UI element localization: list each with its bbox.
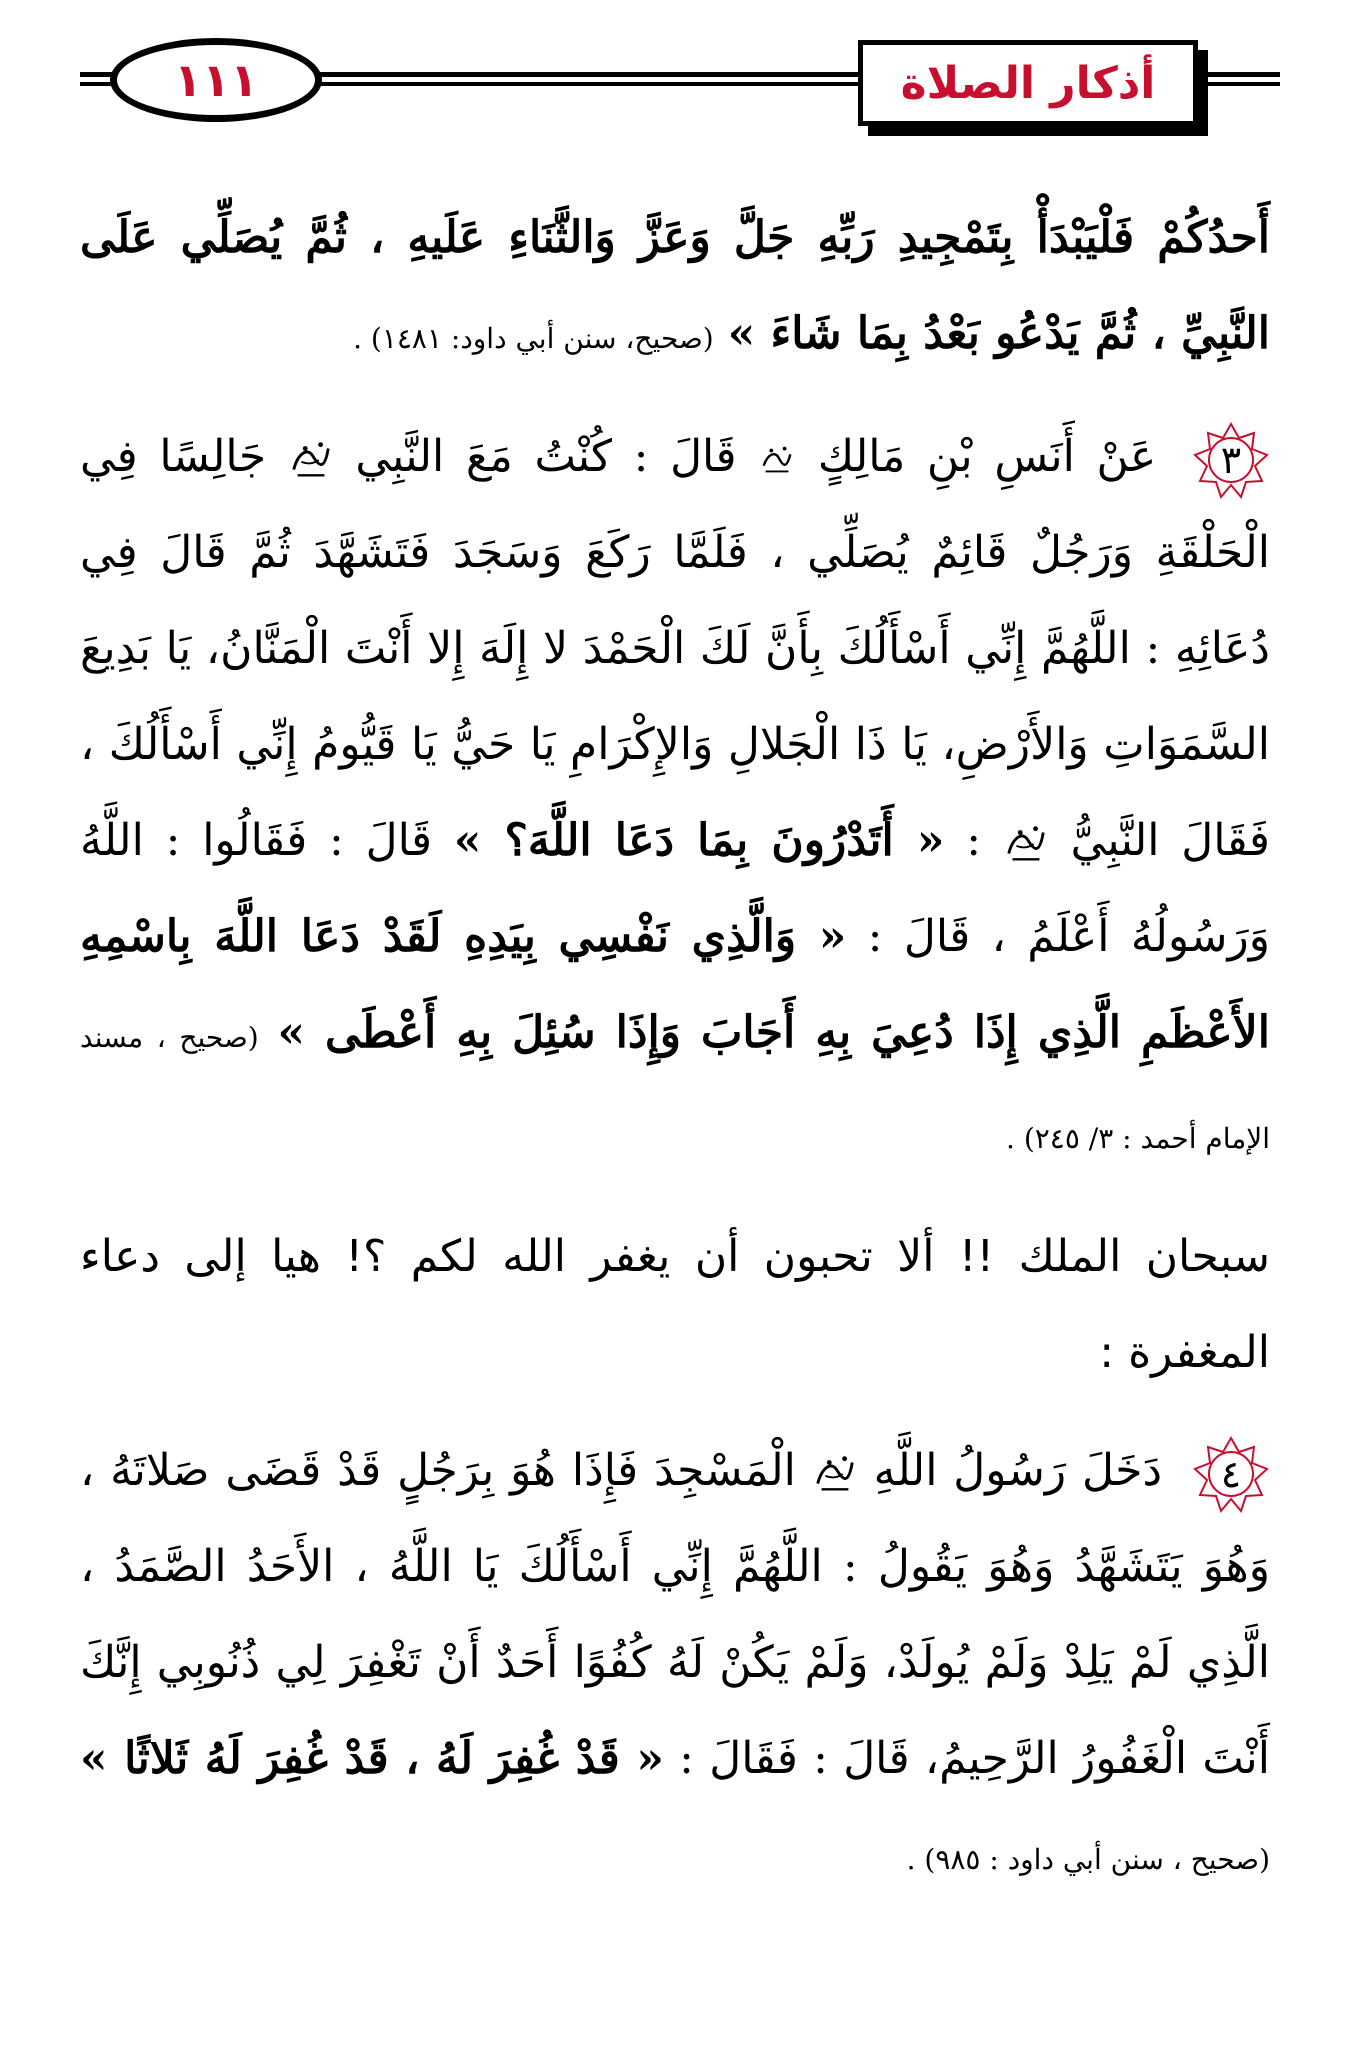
chapter-title-box	[858, 40, 1198, 126]
hadith-source: (صحيح، سنن أبي داود: ١٤٨١) .	[353, 322, 714, 355]
hadith-text: عَنْ أَنَسِ بْنِ مَالِكٍ	[817, 431, 1157, 482]
hadith-text: جَالِسًا فِي الْحَلْقَةِ وَرَجُلٌ قَائِمٌ يُصَلِّي ، فَلَمَّا رَكَعَ وَسَجَدَ فَتَشَهَّدَ ثُمَّ قَالَ فِي دُعَائِهِ : اللَّهُمَّ إِنِّي أَسْأَلُكَ بِأَنَّ لَكَ الْحَمْدَ لا إِلَهَ إِلا أَنْتَ الْمَنَّانُ، يَا بَدِيعَ السَّمَوَاتِ وَالأَرْضِ، يَا ذَا الْجَلالِ وَالإِكْرَامِ يَا حَيُّ يَا قَيُّومُ إِنِّي أَسْأَلُكَ ، فَقَالَ النَّبِيُّ	[80, 431, 1270, 866]
hadith-text: قَالَ : كُنْتُ مَعَ النَّبِي	[355, 431, 737, 482]
commentary: سبحان الملك !! ألا تحبون أن يغفر الله لكم ؟! هيا إلى دعاء المغفرة :	[80, 1231, 1270, 1378]
page-header	[0, 0, 1356, 140]
hadith-text: :	[966, 815, 982, 866]
hadith-3	[80, 409, 1270, 1187]
hadith-text: أَحدُكُمْ فَلْيَبْدَأْ بِتَمْجِيدِ رَبِّهِ جَلَّ وَعَزَّ وَالثَّنَاءِ عَلَيهِ ، ثُمَّ يُصَلِّي عَلَى النَّبِيِّ ، ثُمَّ يَدْعُو بَعْدُ بِمَا شَاءَ »	[80, 212, 1270, 359]
page-body	[80, 190, 1270, 1908]
hadith-source: (صحيح ، سنن أبي داود : ٩٨٥) .	[906, 1843, 1270, 1876]
page-number: ١١١	[173, 53, 259, 107]
hadith-quote: « وَالَّذِي نَفْسِي بِيَدِهِ لَقَدْ دَعَا اللَّهَ بِاسْمِهِ الأَعْظَمِ الَّذِي إِذَا دُعِيَ بِهِ أَجَابَ وَإِذَا سُئِلَ بِهِ أَعْطَى »	[80, 911, 1270, 1058]
rosette-number-icon	[1192, 1435, 1270, 1513]
hadith-quote: « قَدْ غُفِرَ لَهُ ، قَدْ غُفِرَ لَهُ ثَلاثًا »	[80, 1733, 664, 1784]
chapter-title: أذكار الصلاة	[900, 57, 1156, 109]
hadith-number: ٤	[1220, 1451, 1242, 1496]
hadith-text: قَالَ : فَقَالُوا : اللَّهُ وَرَسُولُهُ أَعْلَمُ ، قَالَ :	[80, 815, 1270, 962]
pbuh-calligraphy-icon	[1003, 821, 1049, 867]
hadith-quote: « أَتَدْرُونَ بِمَا دَعَا اللَّهَ؟ »	[453, 815, 945, 866]
page-number-badge	[110, 38, 322, 122]
radiallahu-anhu-icon	[758, 441, 796, 479]
hadith-4	[80, 1423, 1270, 1908]
hadith-number: ٣	[1220, 437, 1242, 482]
hadith-continuation	[80, 190, 1270, 387]
hadith-text: دَخَلَ رَسُولُ اللَّهِ	[873, 1445, 1163, 1496]
pbuh-calligraphy-icon	[288, 437, 334, 483]
rosette-number-icon	[1192, 421, 1270, 499]
hadith-text: الْمَسْجِدَ فَإِذَا هُوَ بِرَجُلٍ قَدْ قَضَى صَلاتَهُ ، وَهُوَ يَتَشَهَّدُ وَهُوَ يَقُولُ : اللَّهُمَّ إِنِّي أَسْأَلُكَ يَا اللَّهُ ، الأَحَدُ الصَّمَدُ ، الَّذِي لَمْ يَلِدْ وَلَمْ يُولَدْ، وَلَمْ يَكُنْ لَهُ كُفُوًا أَحَدٌ أَنْ تَغْفِرَ لِي ذُنُوبِي إِنَّكَ أَنْتَ الْغَفُورُ الرَّحِيمُ، قَالَ : فَقَالَ :	[80, 1445, 1270, 1784]
hadith-source: (صحيح ، مسند الإمام أحمد : ٣/ ٢٤٥) .	[80, 1021, 1270, 1155]
pbuh-calligraphy-icon	[812, 1451, 858, 1497]
